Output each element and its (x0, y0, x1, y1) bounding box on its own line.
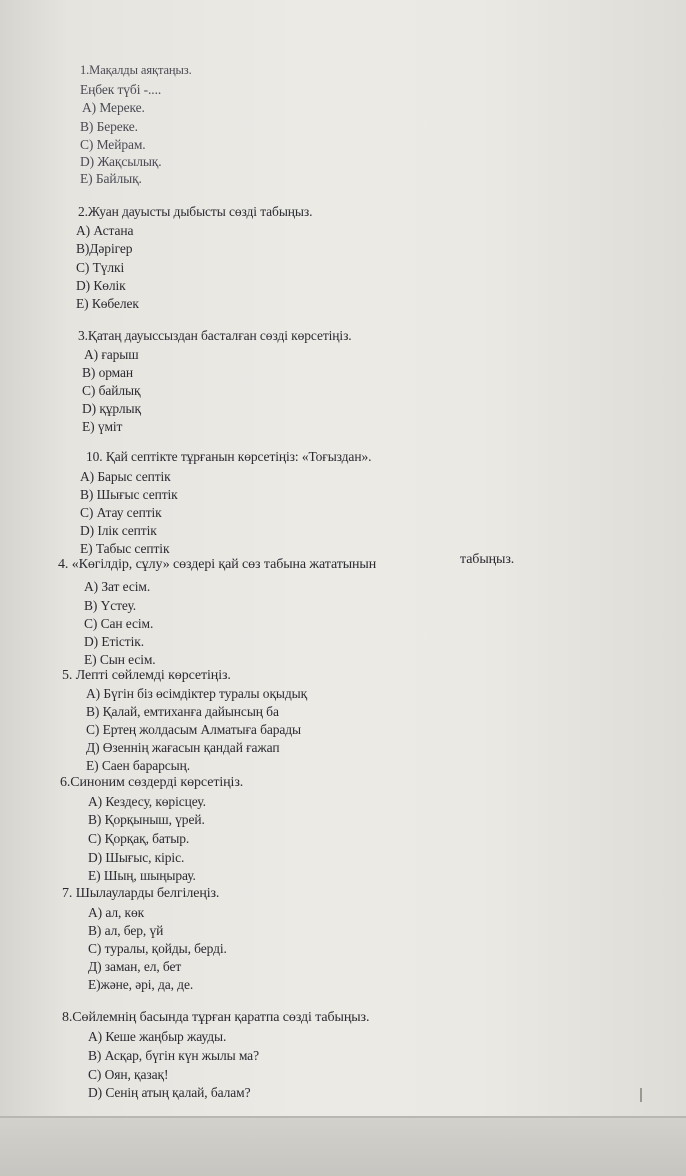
question-title: 3.Қатаң дауыссыздан басталған сөзді көрсетіңіз. (78, 328, 352, 343)
answer-option: D) Ілік септік (80, 523, 157, 538)
page-bottom-fold (0, 1118, 686, 1176)
answer-option: С) Атау септік (80, 505, 162, 520)
answer-option: А) Астана (76, 223, 134, 238)
answer-option: С) туралы, қойды, берді. (88, 941, 227, 956)
answer-option: А) Барыс септік (80, 469, 171, 484)
question-title: 6.Синоним сөздерді көрсетіңіз. (60, 775, 244, 790)
answer-option: В) Қалай, емтиханға дайынсың ба (86, 704, 279, 719)
question-title-end: табыңыз. (460, 552, 515, 567)
answer-option: А) ал, көк (88, 905, 145, 920)
answer-option: С) Ертең жолдасым Алматыға барады (86, 722, 302, 737)
answer-option: Е) Сын есім. (84, 652, 156, 667)
answer-option: С) Оян, қазақ! (88, 1067, 169, 1082)
question-title: 1.Мақалды аяқтаңыз. (80, 63, 192, 77)
answer-option: Е) Шың, шыңырау. (88, 868, 196, 883)
answer-option: D) Сенің атың қалай, балам? (88, 1085, 251, 1100)
question-title: 10. Қай септікте тұрғанын көрсетіңіз: «Тоғыздан». (86, 449, 372, 464)
answer-option: С) Қорқақ, батыр. (88, 831, 190, 846)
answer-option: В) Үстеу. (84, 598, 137, 613)
question-title: 4. «Көгілдір, сұлу» сөздері қай сөз табына жататынын (58, 557, 377, 572)
answer-option: С) Сан есім. (84, 616, 154, 631)
answer-option: А) Мереке. (82, 100, 145, 115)
answer-option: А) Кеше жаңбыр жауды. (88, 1029, 227, 1044)
answer-option: В) орман (82, 365, 134, 380)
answer-option: А) Кездесу, көрісцеу. (88, 794, 206, 809)
pen-mark (640, 1088, 642, 1102)
answer-option: А) ғарыш (84, 347, 139, 362)
answer-option: В) Береке. (80, 119, 138, 134)
answer-option: D) Шығыс, кіріс. (88, 850, 185, 865)
answer-option: D) Жақсылық. (80, 154, 162, 169)
answer-option: Д) Өзеннің жағасын қандай ғажап (86, 740, 280, 755)
question-title: 2.Жуан дауысты дыбысты сөзді табыңыз. (78, 204, 313, 219)
answer-option: А) Бүгін біз өсімдіктер туралы оқыдық (86, 686, 308, 701)
answer-option: Е) Байлық. (80, 171, 142, 186)
question-prompt: Еңбек түбі -.... (80, 82, 162, 97)
answer-option: В)Дәрігер (76, 241, 133, 256)
question-title: 7. Шылауларды белгілеңіз. (62, 886, 220, 901)
answer-option: В) Асқар, бүгін күн жылы ма? (88, 1048, 259, 1063)
answer-option: Е) Саен барарсың. (86, 758, 191, 773)
answer-option: С) Мейрам. (80, 137, 146, 152)
answer-option: Е)және, әрі, да, де. (88, 977, 194, 992)
answer-option: D) Етістік. (84, 634, 144, 649)
answer-option: D) құрлық (82, 401, 141, 416)
answer-option: D) Көлік (76, 278, 126, 293)
answer-option: С) Түлкі (76, 260, 125, 275)
answer-option: Д) заман, ел, бет (88, 959, 182, 974)
answer-option: В) Шығыс септік (80, 487, 178, 502)
answer-option: А) Зат есім. (84, 579, 151, 594)
answer-option: Е) Табыс септік (80, 541, 170, 556)
answer-option: Е) Көбелек (76, 296, 139, 311)
answer-option: С) байлық (82, 383, 141, 398)
answer-option: В) ал, бер, үй (88, 923, 164, 938)
question-title: 8.Сөйлемнің басында тұрған қаратпа сөзді табыңыз. (62, 1010, 370, 1025)
question-title: 5. Лепті сөйлемді көрсетіңіз. (62, 668, 231, 683)
answer-option: В) Қорқыныш, үрей. (88, 812, 205, 827)
answer-option: Е) үміт (82, 419, 123, 434)
